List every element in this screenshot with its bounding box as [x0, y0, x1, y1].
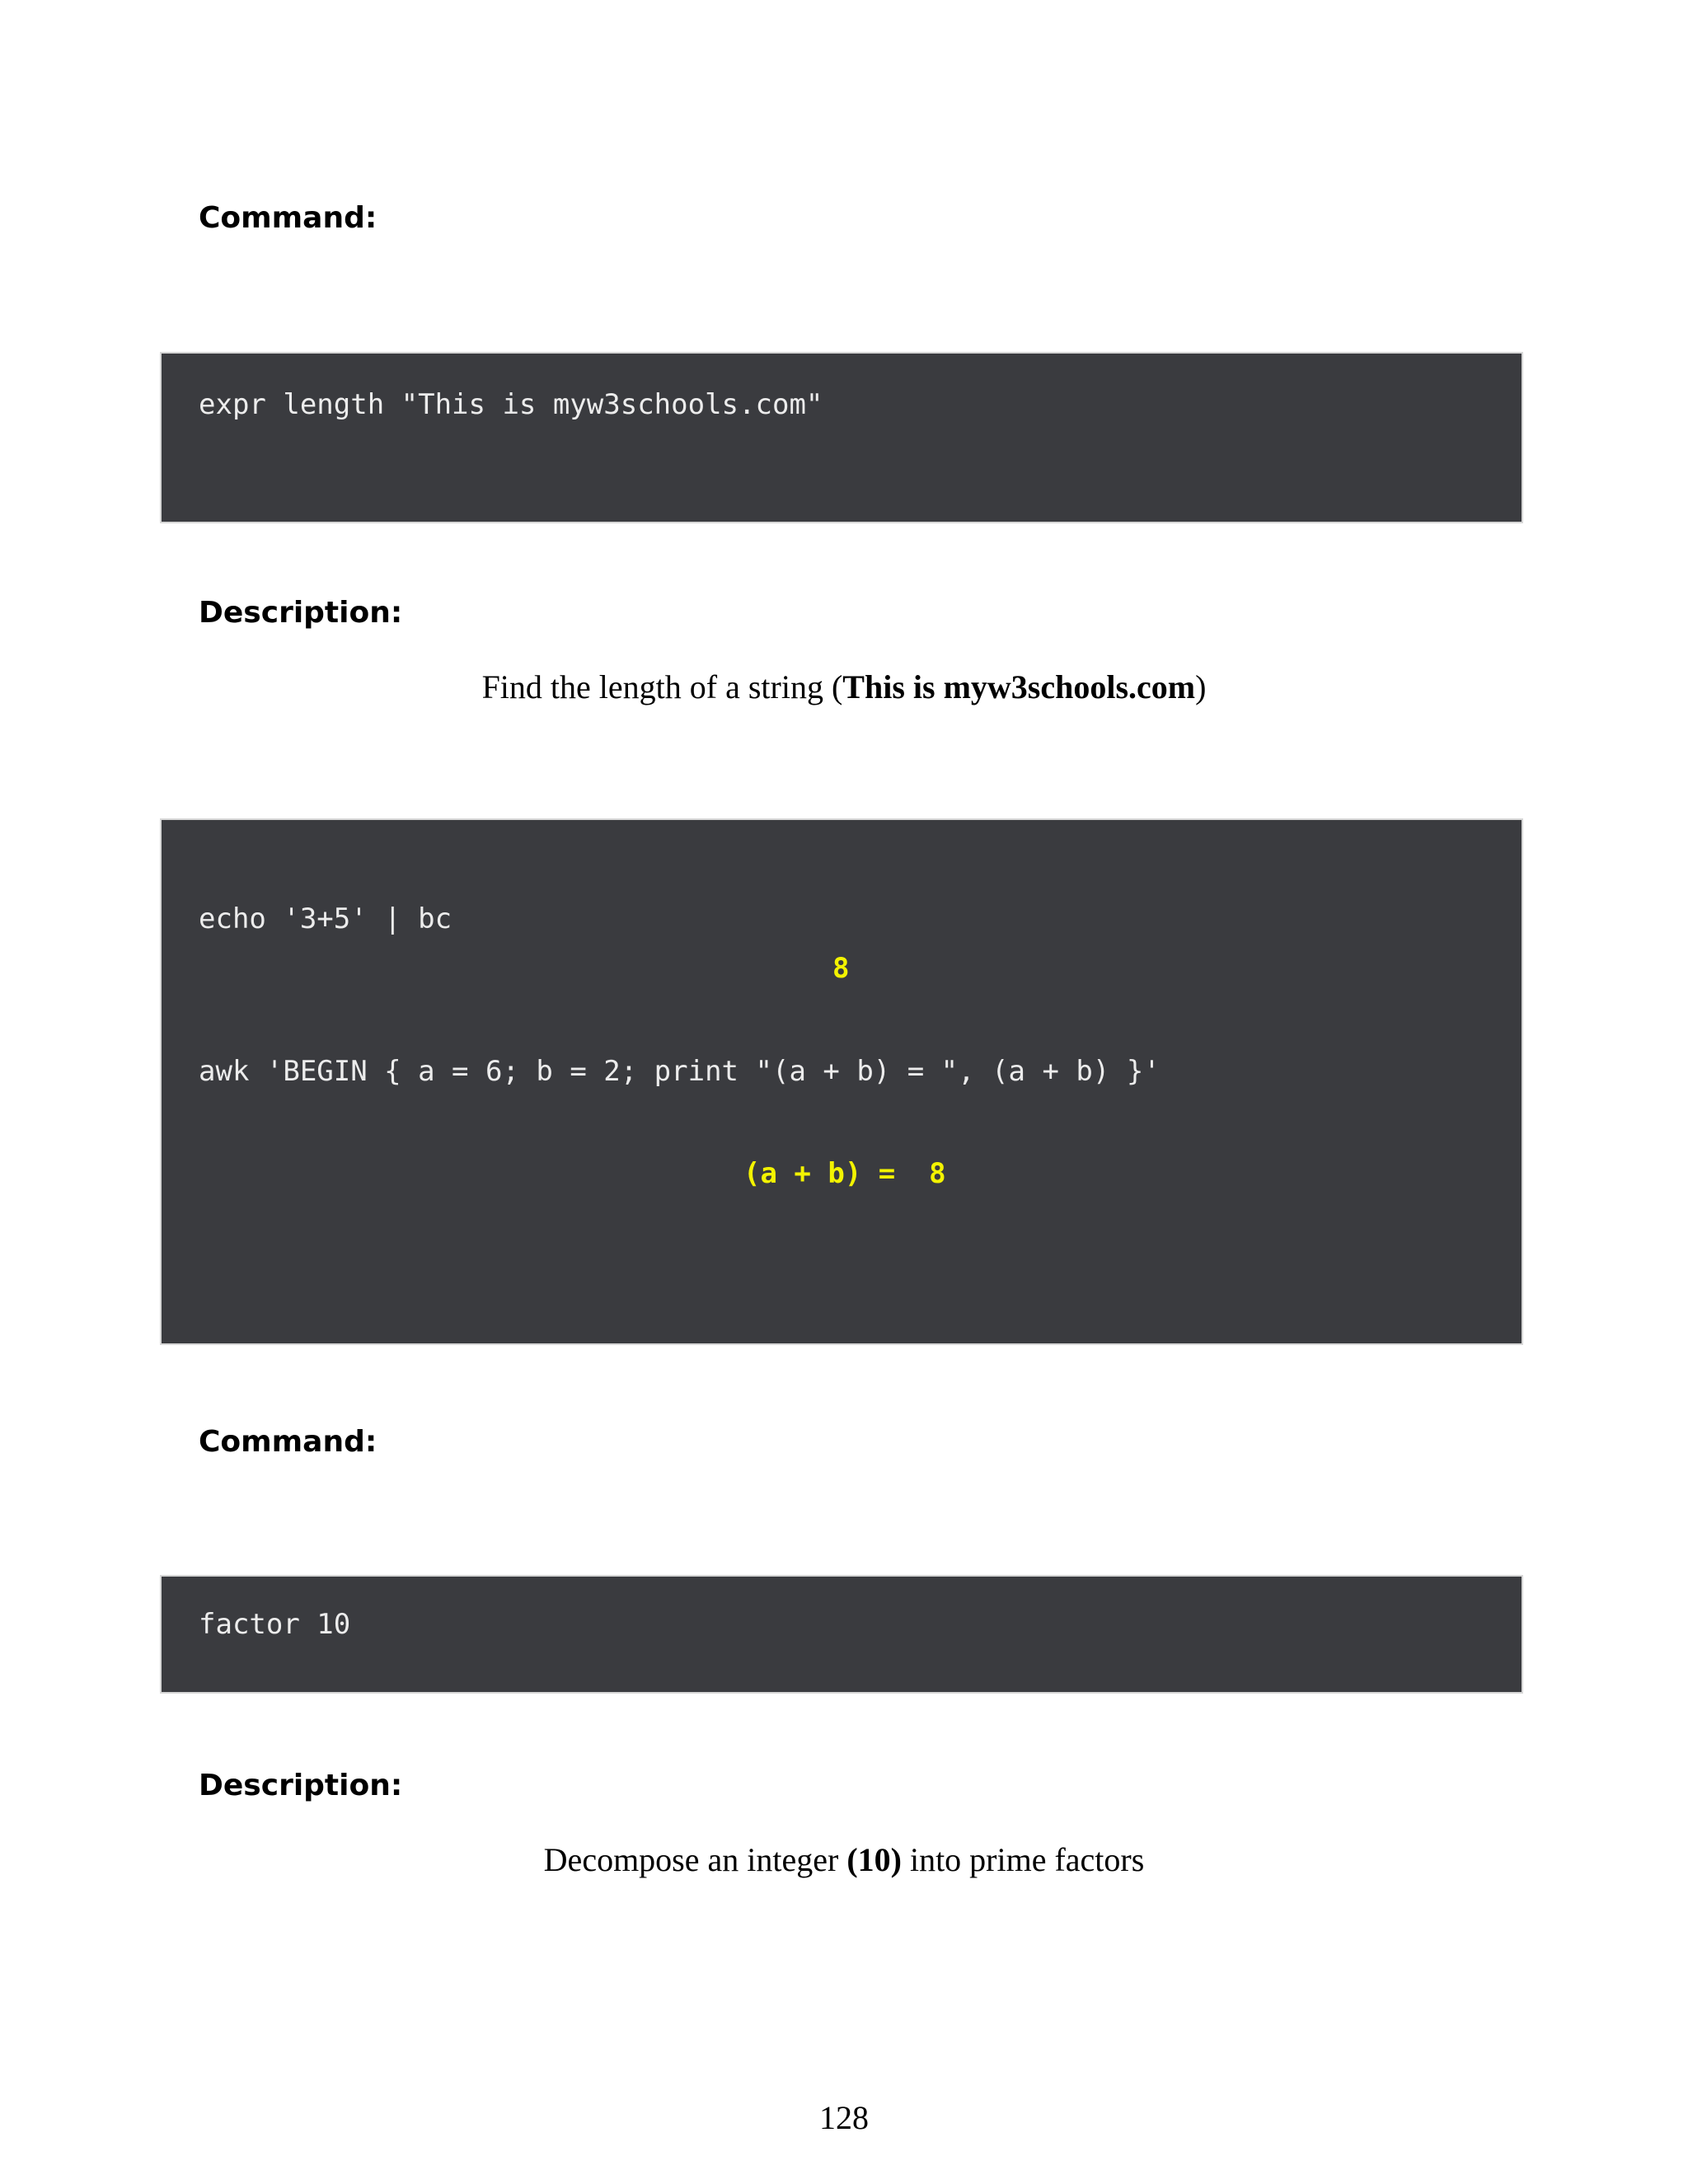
code-block-examples — [160, 818, 1523, 1345]
page-number: 128 — [819, 2099, 869, 2136]
code-output: 8 — [832, 952, 850, 985]
code-command: expr length "This is myw3schools.com" — [199, 388, 823, 421]
description-highlight: (10) — [846, 1841, 902, 1878]
description-text: Find the length of a string (This is myw3schools.com) — [481, 668, 1207, 705]
command-heading: Command: — [199, 1425, 377, 1459]
code-command: echo '3+5' | bc — [199, 902, 452, 935]
description-highlight: This is myw3schools.com — [842, 668, 1196, 705]
code-command: awk 'BEGIN { a = 6; b = 2; print "(a + b) = ", (a + b) }' — [199, 1055, 1160, 1088]
code-block-factor — [160, 1575, 1523, 1694]
code-block-expr-length — [160, 352, 1523, 523]
description-heading: Description: — [199, 1769, 403, 1802]
command-heading: Command: — [199, 201, 377, 235]
description-heading: Description: — [199, 596, 403, 630]
code-output: (a + b) = 8 — [743, 1157, 946, 1190]
code-command: factor 10 — [199, 1608, 351, 1641]
description-text: Decompose an integer (10) into prime factors — [543, 1841, 1145, 1878]
